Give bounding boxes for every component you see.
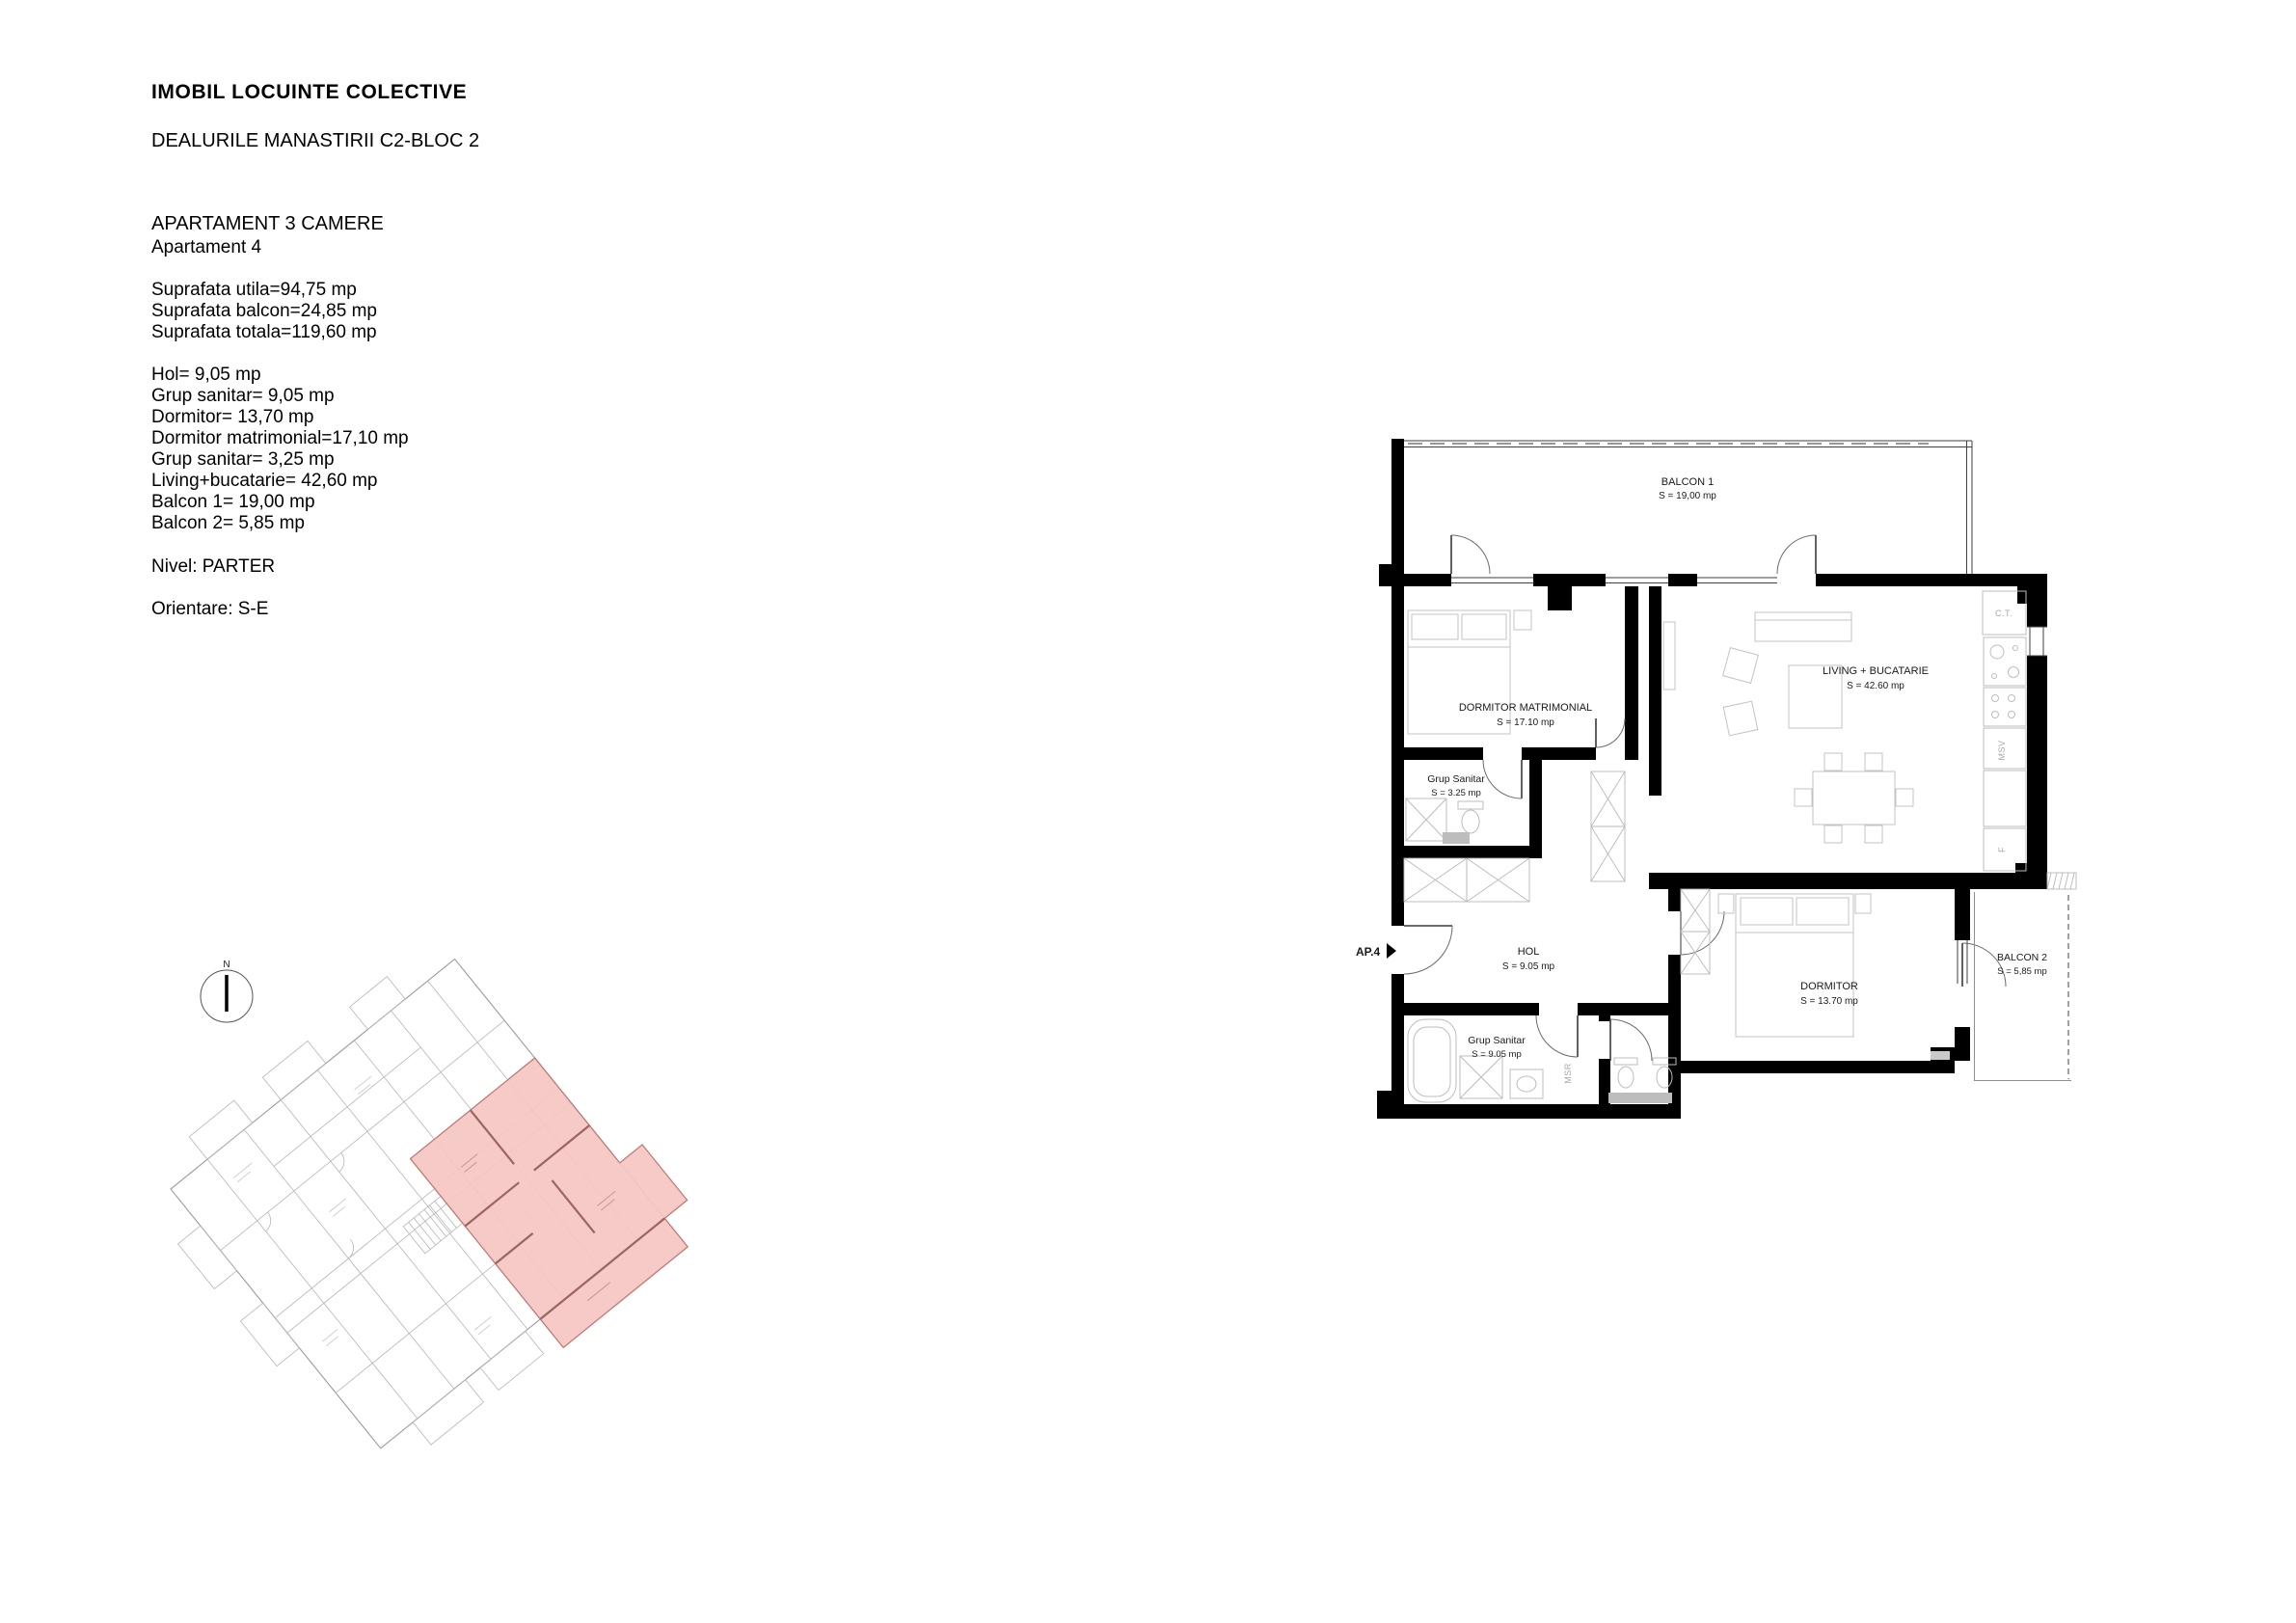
hatch-cell	[1681, 889, 1710, 932]
balcony-window	[1451, 578, 1533, 583]
north-compass	[201, 960, 253, 1022]
kitchen-window	[2027, 627, 2047, 656]
room-line: Dormitor matrimonial=17,10 mp	[151, 428, 409, 448]
room-label-living: LIVING + BUCATARIE	[1823, 665, 1929, 677]
level-line: Nivel: PARTER	[151, 556, 276, 577]
entrance-label: AP.4	[1356, 945, 1381, 959]
balcony-window	[1697, 578, 1777, 583]
shower	[1406, 798, 1446, 841]
room-line: Hol= 9,05 mp	[151, 365, 261, 385]
dormitor-matrimonial-door	[1596, 718, 1625, 747]
msr-note: MSR	[1563, 1063, 1573, 1084]
ct-note: C.T.	[1994, 609, 2013, 618]
bath-small-door	[1483, 760, 1522, 798]
room-area-grup-sanitar-mic: S = 3.25 mp	[1431, 788, 1481, 798]
apartment-floor-plan	[1350, 429, 2093, 1138]
hatch-cell	[1404, 858, 1467, 902]
toilet	[1458, 801, 1483, 833]
hatch-cell	[1591, 826, 1625, 881]
dormitor-door	[1681, 911, 1724, 955]
area-line: Suprafata totala=119,60 mp	[151, 322, 377, 342]
room-list	[151, 365, 409, 534]
balcony1-railing	[1391, 441, 1972, 574]
kitchen-counter	[1983, 591, 2026, 871]
hatch-cell	[1591, 771, 1625, 826]
entrance-door	[1404, 926, 1452, 974]
room-line: Grup sanitar= 9,05 mp	[151, 386, 335, 406]
room-label-dormitor-matrimonial: DORMITOR MATRIMONIAL	[1458, 702, 1593, 714]
exterior-hatch	[2047, 873, 2076, 889]
room-labels	[1427, 476, 2047, 1060]
project-name: DEALURILE MANASTIRII C2-BLOC 2	[151, 130, 480, 151]
bath-small-fixtures	[1406, 798, 1483, 844]
f-note: F	[1997, 847, 2007, 852]
bed-dormitor	[1718, 894, 1871, 1037]
apartment-name: Apartament 4	[151, 237, 262, 257]
room-area-balcon2: S = 5,85 mp	[1997, 966, 2047, 977]
area-line: Suprafata utila=94,75 mp	[151, 280, 357, 300]
area-summary	[151, 280, 377, 343]
room-area-grup-sanitar-mare: S = 9.05 mp	[1472, 1049, 1522, 1060]
balcony-door	[1451, 535, 1490, 574]
room-label-hol: HOL	[1517, 946, 1540, 958]
room-area-living: S = 42.60 mp	[1847, 681, 1904, 691]
balcony-window	[1606, 578, 1668, 583]
room-label-grup-sanitar-mic: Grup Sanitar	[1427, 773, 1485, 785]
balcony2-door	[1962, 943, 2006, 987]
room-label-dormitor: DORMITOR	[1800, 981, 1858, 992]
toilet	[1614, 1058, 1637, 1088]
room-area-dormitor-matrimonial: S = 17.10 mp	[1497, 717, 1554, 728]
area-line: Suprafata balcon=24,85 mp	[151, 301, 377, 321]
room-label-grup-sanitar-mare: Grup Sanitar	[1468, 1035, 1526, 1046]
north-label: N	[223, 960, 230, 970]
bathtub	[1408, 1019, 1456, 1102]
dining-table	[1795, 753, 1913, 843]
balcony-door	[1777, 535, 1816, 574]
hatch-cell	[1681, 932, 1710, 974]
room-line: Grup sanitar= 3,25 mp	[151, 449, 335, 470]
cooktop	[1984, 688, 2026, 726]
room-label-balcon1: BALCON 1	[1661, 476, 1715, 488]
apartment-type: APARTAMENT 3 CAMERE	[151, 213, 384, 234]
entrance-arrow-icon	[1387, 943, 1396, 959]
room-line: Dormitor= 13,70 mp	[151, 407, 314, 427]
kitchen-sink	[1984, 637, 2026, 686]
orientation-line: Orientare: S-E	[151, 599, 269, 619]
balcony2-boundary	[1974, 892, 2071, 1081]
room-line: Living+bucatarie= 42,60 mp	[151, 471, 378, 491]
threshold	[1443, 832, 1470, 844]
room-area-dormitor: S = 13.70 mp	[1800, 996, 1858, 1007]
site-plan	[135, 950, 791, 1606]
sink	[1510, 1069, 1543, 1098]
bath-large-door	[1536, 1015, 1578, 1057]
highlighted-apartment	[411, 1040, 711, 1347]
room-area-hol: S = 9.05 mp	[1501, 961, 1555, 972]
hatch-cell	[1467, 858, 1529, 902]
bed-matrimonial	[1408, 610, 1531, 734]
room-line: Balcon 1= 19,00 mp	[151, 492, 315, 512]
threshold	[1608, 1093, 1672, 1103]
building-title: IMOBIL LOCUINTE COLECTIVE	[151, 81, 468, 103]
threshold	[1931, 1051, 1950, 1060]
building-footprint	[135, 950, 711, 1495]
shower	[1460, 1056, 1502, 1098]
room-label-balcon2: BALCON 2	[1997, 952, 2047, 963]
msv-note: MSV	[1997, 740, 2007, 761]
room-area-balcon1: S = 19,00 mp	[1659, 491, 1716, 501]
entrance-marker	[1356, 943, 1396, 959]
bath-inner-door	[1610, 1019, 1652, 1061]
apartment-highlight-shape	[411, 1040, 711, 1347]
room-line: Balcon 2= 5,85 mp	[151, 513, 305, 533]
